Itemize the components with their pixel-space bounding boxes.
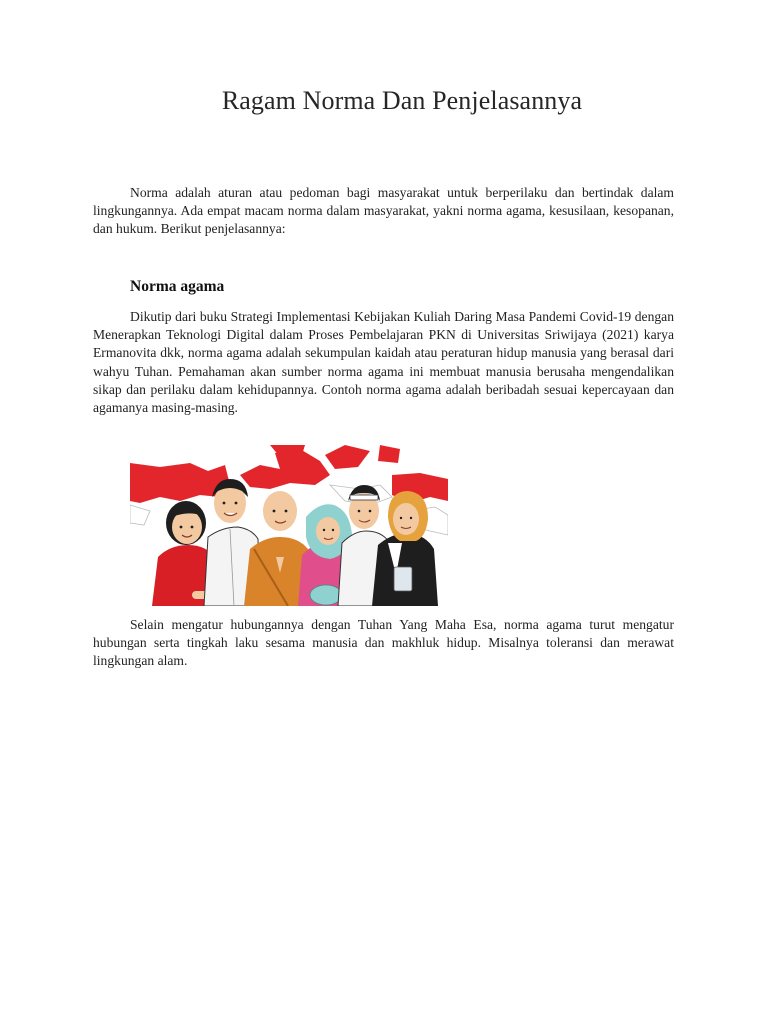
section-heading: Norma agama	[130, 278, 225, 295]
section-paragraph: Dikutip dari buku Strategi Implementasi Kebijakan Kuliah Daring Masa Pandemi Covid-19 dengan Menerapkan Teknologi Digital dalam Proses Pembelajaran PKN di Universitas Sriwijaya (2021) karya Ermanovita dkk, norma agama adalah sekumpulan kaidah atau peraturan hidup manusia yang berasal dari wahyu Tuhan. Pemahaman akan sumber norma agama ini membuat manusia berusaha mengendalikan sikap dan perilaku dalam kehidupannya. Contoh norma agama adalah beribadah sesuai kepercayaan dan agamanya masing-masing.	[93, 309, 674, 416]
illustration-people-icon	[130, 445, 448, 606]
closing-paragraph: Selain mengatur hubungannya dengan Tuhan Yang Maha Esa, norma agama turut mengatur hubungan serta tingkah laku sesama manusia dan makhluk hidup. Misalnya toleransi dan merawat lingkungan alam.	[93, 617, 674, 669]
page-title: Ragam Norma Dan Penjelasannya	[221, 86, 583, 115]
intro-paragraph: Norma adalah aturan atau pedoman bagi masyarakat untuk berperilaku dan bertindak dalam lingkungannya. Ada empat macam norma dalam masyarakat, yakni norma agama, kesusilaan, kesopanan, dan hukum. Berikut penjelasannya:	[93, 185, 674, 237]
